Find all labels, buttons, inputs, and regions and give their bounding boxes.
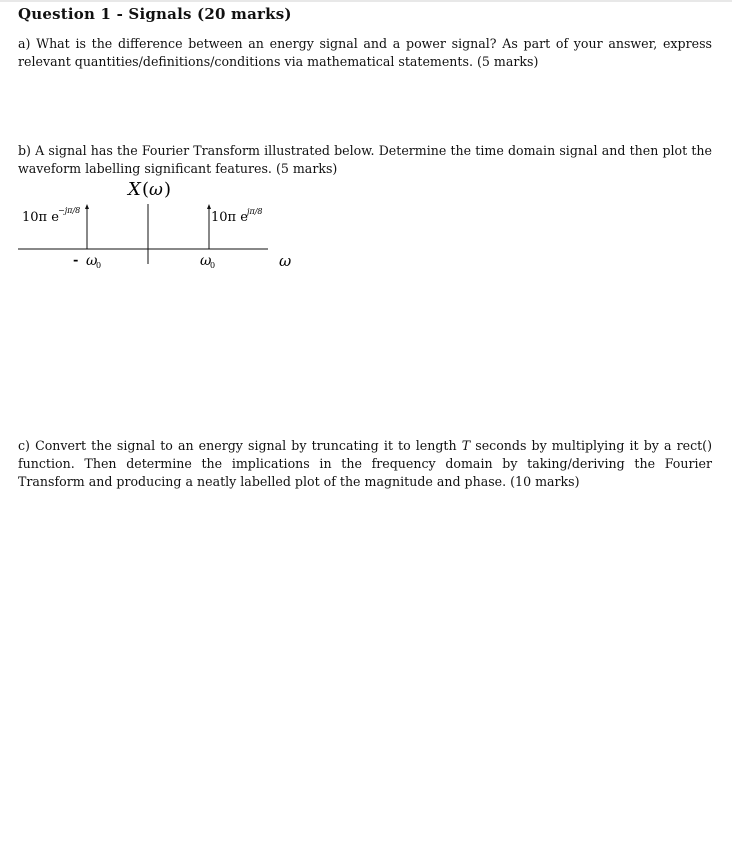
part-c-text-after: seconds by multiplying it by a rect() function. Then determine the implications in the frequency domain by taking/deriving the Fourier Transform and producing a neatly labelled plot of the magnitude and phase. (10 marks): [18, 438, 713, 489]
neg-omega0-sign: -: [73, 253, 79, 268]
top-rule: [0, 0, 732, 2]
right-impulse-coef: 10π e: [211, 210, 248, 225]
figure-title-paren-open: (: [142, 179, 150, 200]
right-impulse-exponent: jπ/8: [247, 207, 263, 216]
left-impulse-exponent: −jπ/8: [58, 206, 81, 215]
part-c-variable-t: T: [461, 438, 471, 453]
right-impulse-label: [211, 210, 248, 225]
question-heading: Question 1 - Signals (20 marks): [18, 5, 292, 23]
left-impulse-label: [22, 210, 59, 225]
figure-title-x: X: [128, 179, 141, 200]
omega-axis-label: ω: [279, 252, 292, 270]
part-b-text: b) A signal has the Fourier Transform illustrated below. Determine the time domain signal and then plot the waveform labelling significant features. (5 marks): [18, 143, 712, 176]
left-impulse-coef: 10π e: [22, 210, 59, 225]
pos-omega0-subscript: 0: [210, 261, 216, 270]
figure-title-omega: ω: [149, 180, 163, 200]
fourier-transform-plot: [0, 178, 320, 278]
left-impulse-arrowhead: [85, 204, 89, 209]
part-a-text: a) What is the difference between an energy signal and a power signal? As part of your answer, express relevant quantities/definitions/conditions via mathematical statements. (5 marks): [18, 36, 712, 69]
figure-title-paren-close: ): [164, 179, 172, 200]
pos-omega0-label: ω: [200, 253, 212, 269]
fourier-transform-figure: [0, 178, 320, 278]
part-c-text: [18, 437, 712, 491]
right-impulse-arrowhead: [207, 204, 211, 209]
part-c-text-before: c) Convert the signal to an energy signal by truncating it to length: [18, 438, 462, 453]
neg-omega0-subscript: 0: [96, 261, 102, 270]
neg-omega0-label: ω: [86, 253, 98, 269]
